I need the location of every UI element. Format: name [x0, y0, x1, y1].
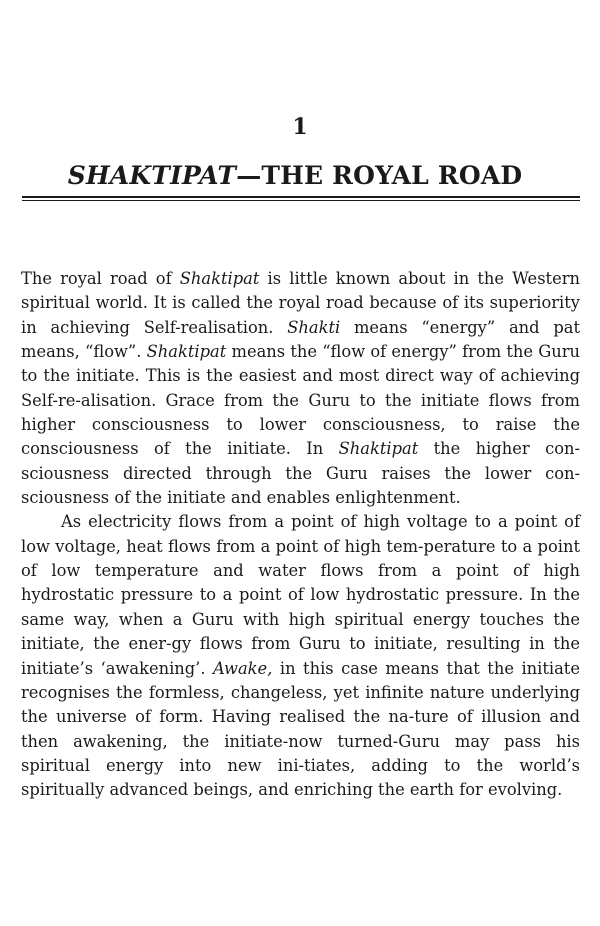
- paragraph-2: [21, 510, 580, 802]
- chapter-number: 1: [292, 114, 308, 140]
- title-rule-thin: [22, 200, 580, 201]
- italic-run: Awake,: [213, 658, 273, 678]
- text-run: As electricity flows from a point of high voltage to a point of low voltage, heat flows from a point of high tem-perature to a point of low temperature and water flows from a point of high hydrostatic pressure to a point of low hydrostatic pressure. In the same way, when a Guru with high spiritual energy touches the initiate, the ener-gy flows from Guru to initiate, resulting in the initiate’s ‘awakening’.: [21, 512, 580, 678]
- chapter-title: [0, 158, 590, 194]
- italic-run: Shakti: [287, 317, 341, 337]
- chapter-title-italic: SHAKTIPAT: [67, 161, 237, 190]
- body-text: [21, 267, 580, 803]
- paragraph-1: [21, 267, 580, 510]
- italic-run: Shaktipat: [179, 269, 260, 288]
- text-run: is little known about in the Western spiritual world. It is called the royal road because of its superiority in achieving Self-realisation.: [21, 269, 580, 337]
- italic-run: Shaktipat: [146, 342, 227, 362]
- italic-run: Shaktipat: [338, 439, 419, 459]
- text-run: The royal road of: [21, 269, 180, 288]
- text-run: the higher con-sciousness directed through the Guru raises the lower con-sciousness of the initiate and enables enlightenment.: [21, 439, 580, 508]
- chapter-title-rest: —THE ROYAL ROAD: [236, 161, 523, 190]
- title-rule-thick: [22, 196, 580, 198]
- text-run: means “energy” and pat means, “flow”.: [21, 317, 580, 362]
- text-run: in this case means that the initiate recognises the formless, changeless, yet infinite nature underlying the universe of form. Having realised the na-ture of illusion and then awakening, the initiate-now turned-Guru may pass his spiritual energy into new ini-tiates, adding to the world’s spiritually advanced beings, and enriching the earth for evolving.: [21, 658, 580, 800]
- text-run: means the “flow of energy” from the Guru to the initiate. This is the easiest and most direct way of achieving Self-re-alisation. Grace from the Guru to the initiate flows from higher consciousness to lower consciousness, to raise the consciousness of the initiate. In: [21, 342, 580, 459]
